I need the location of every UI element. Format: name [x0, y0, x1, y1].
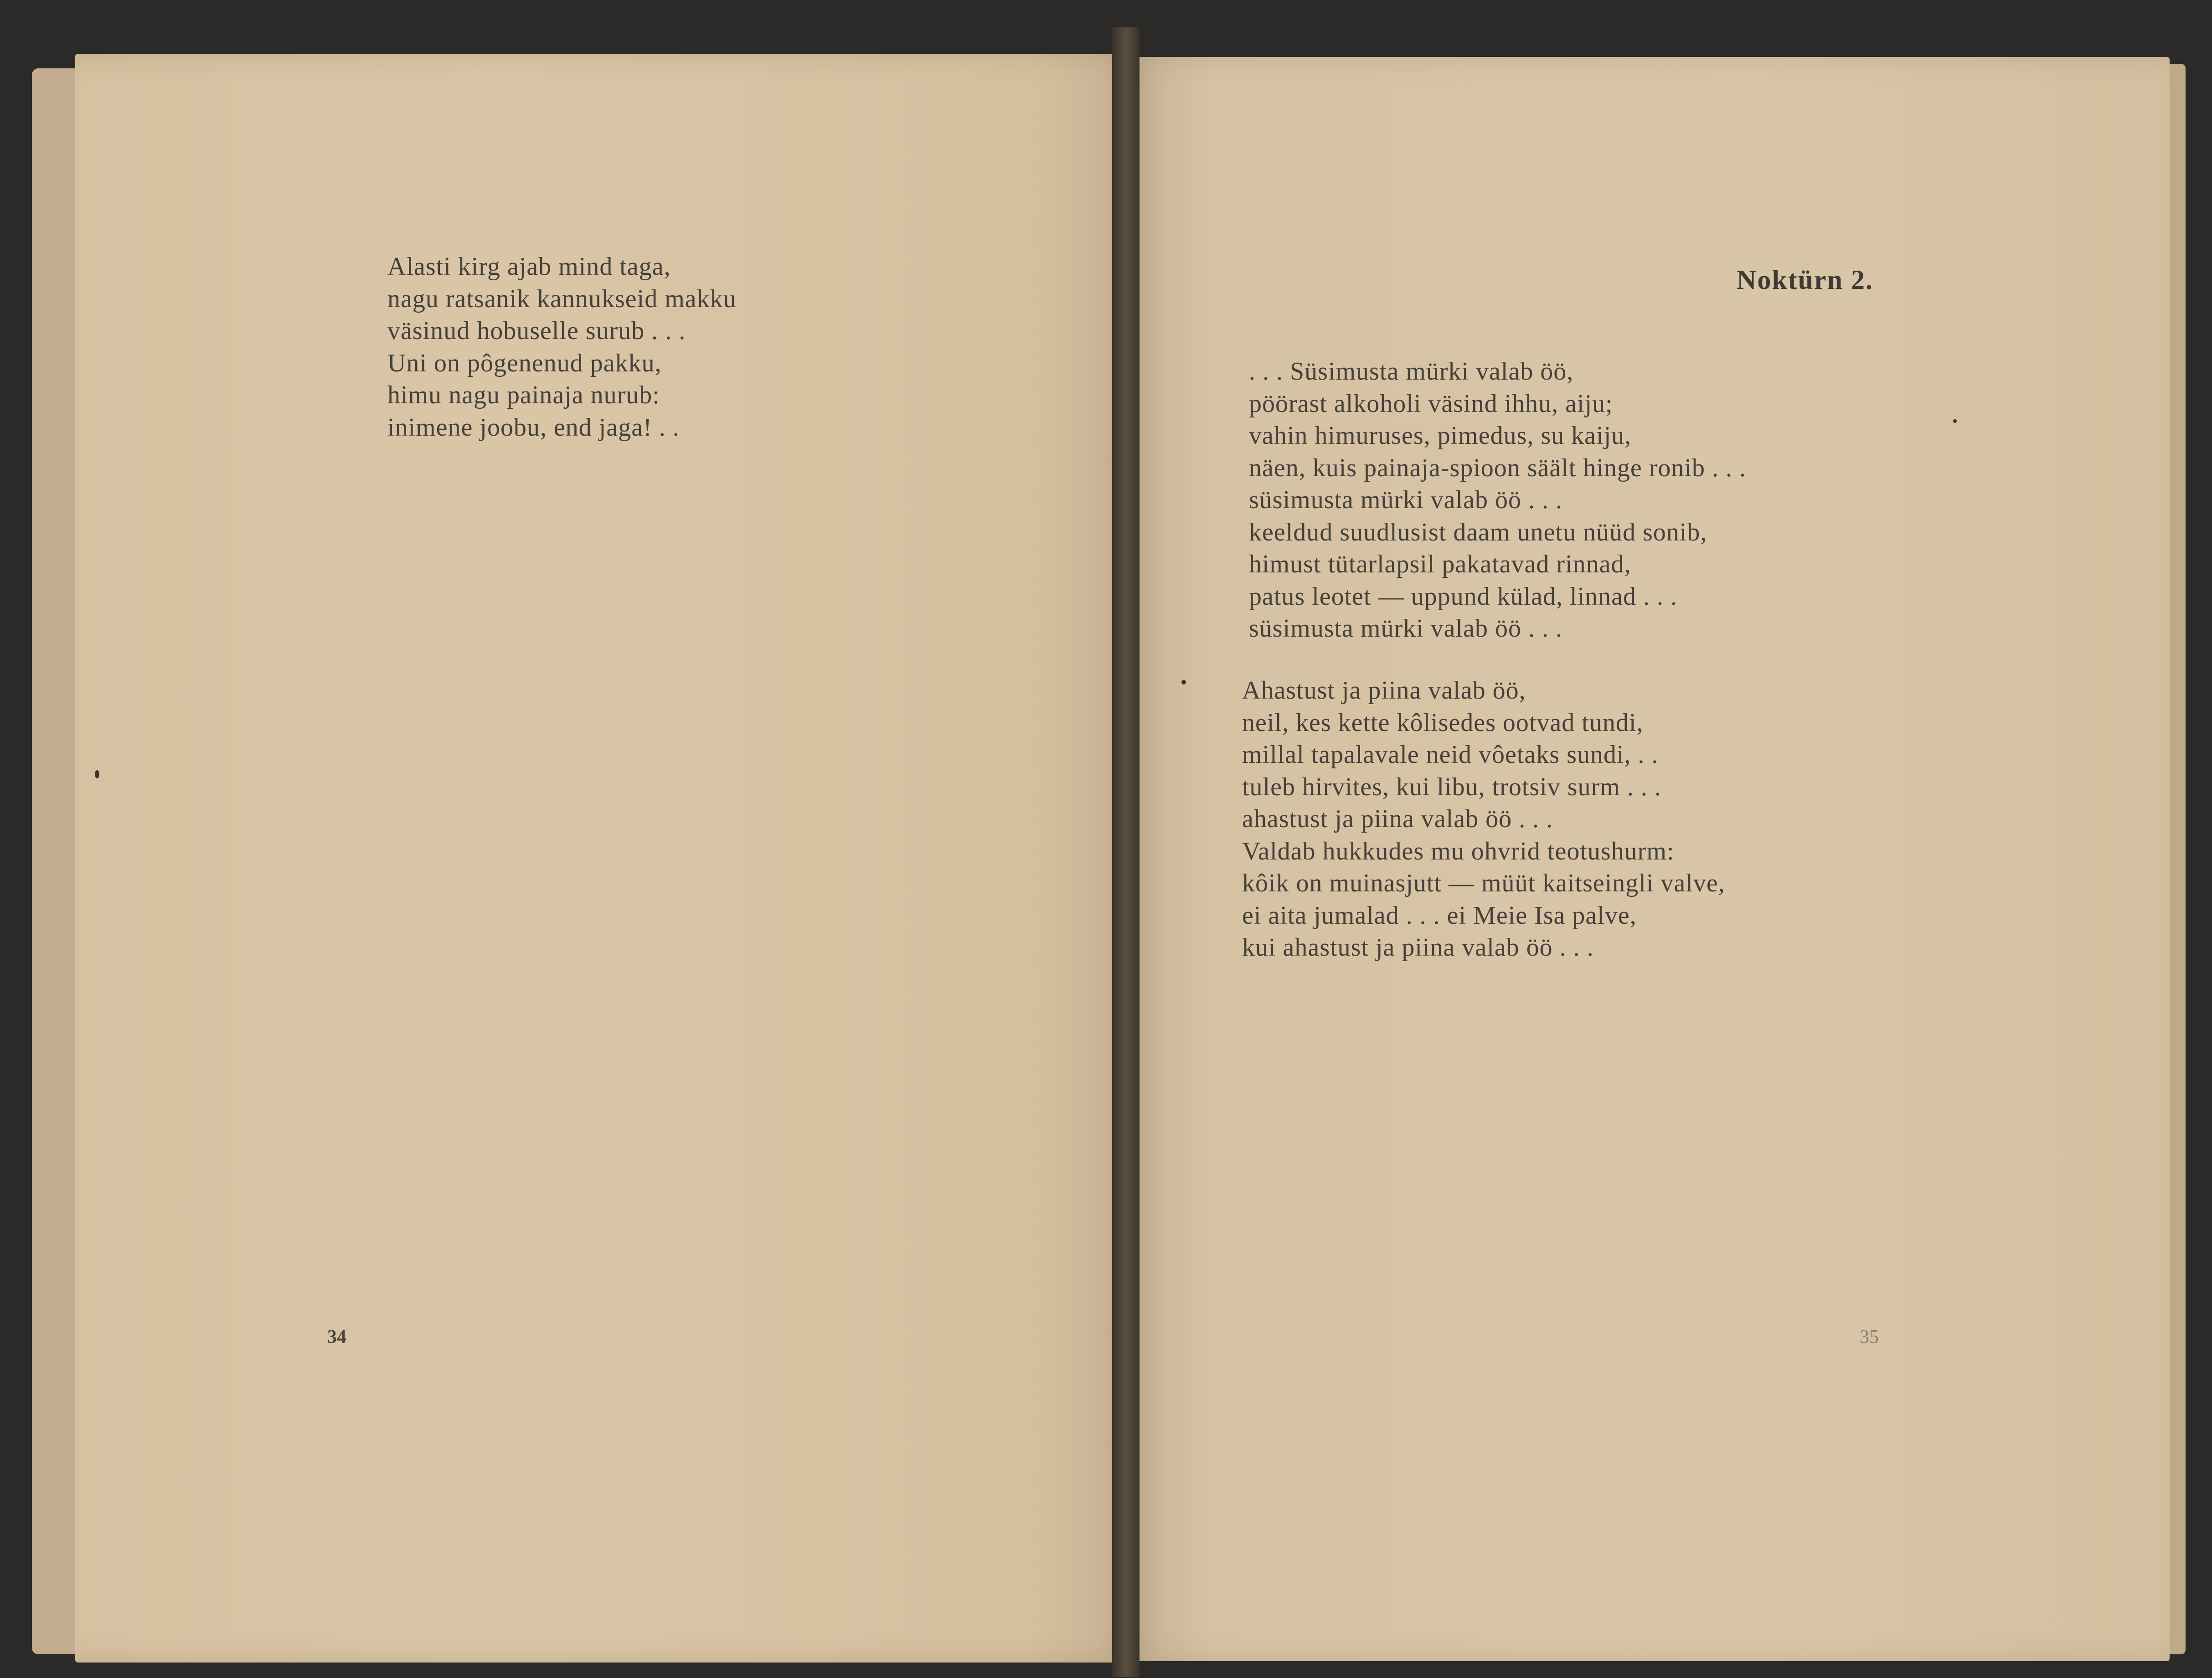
page-number-left: 34 [327, 1327, 346, 1348]
verse-line: neil, kes kette kôlisedes ootvad tundi, [1242, 708, 1644, 737]
poem-stanza-1 [1249, 355, 1746, 645]
verse-line: himust tütarlapsil pakatavad rinnad, [1249, 550, 1631, 578]
verse-line: himu nagu painaja nurub: [387, 381, 660, 409]
verse-line: vahin himuruses, pimedus, su kaiju, [1249, 422, 1632, 450]
verse-line: ahastust ja piina valab öö . . . [1242, 805, 1553, 833]
poem-title: Noktürn 2. [1737, 265, 1874, 295]
book-gutter [1112, 27, 1140, 1677]
verse-line: keeldud suudlusist daam unetu nüüd sonib, [1249, 518, 1707, 546]
right-page-edge [2167, 64, 2186, 1654]
paper-speck [95, 770, 99, 778]
verse-line: pöörast alkoholi väsind ihhu, aiju; [1249, 389, 1613, 418]
paper-speck [1953, 419, 1957, 423]
verse-line: Alasti kirg ajab mind taga, [387, 252, 671, 281]
verse-line: süsimusta mürki valab öö . . . [1249, 614, 1562, 643]
page-number-right: 35 [1860, 1327, 1879, 1348]
verse-line: Ahastust ja piina valab öö, [1242, 676, 1526, 705]
verse-line: . . . Süsimusta mürki valab öö, [1249, 357, 1574, 386]
verse-line: näen, kuis painaja-spioon säält hinge ronib . . . [1249, 453, 1746, 482]
verse-line: väsinud hobuselle surub . . . [387, 317, 686, 345]
verse-line: süsimusta mürki valab öö . . . [1249, 486, 1562, 514]
verse-line: kôik on muinasjutt — müüt kaitseingli valve, [1242, 869, 1725, 897]
verse-line: Uni on pôgenenud pakku, [387, 349, 662, 377]
poem-stanza-2 [1242, 674, 1725, 964]
verse-line: kui ahastust ja piina valab öö . . . [1242, 933, 1594, 962]
verse-line: Valdab hukkudes mu ohvrid teotushurm: [1242, 837, 1675, 865]
verse-line: tuleb hirvites, kui libu, trotsiv surm . . . [1242, 772, 1661, 801]
verse-line: ei aita jumalad . . . ei Meie Isa palve, [1242, 901, 1637, 930]
verse-line: inimene joobu, end jaga! . . [387, 413, 680, 442]
verse-line: millal tapalavale neid vôetaks sundi, . . [1242, 741, 1659, 769]
verse-line: patus leotet — uppund külad, linnad . . . [1249, 582, 1677, 611]
paper-speck [1181, 680, 1186, 685]
left-poem-verse [387, 251, 737, 443]
verse-line: nagu ratsanik kannukseid makku [387, 284, 737, 313]
